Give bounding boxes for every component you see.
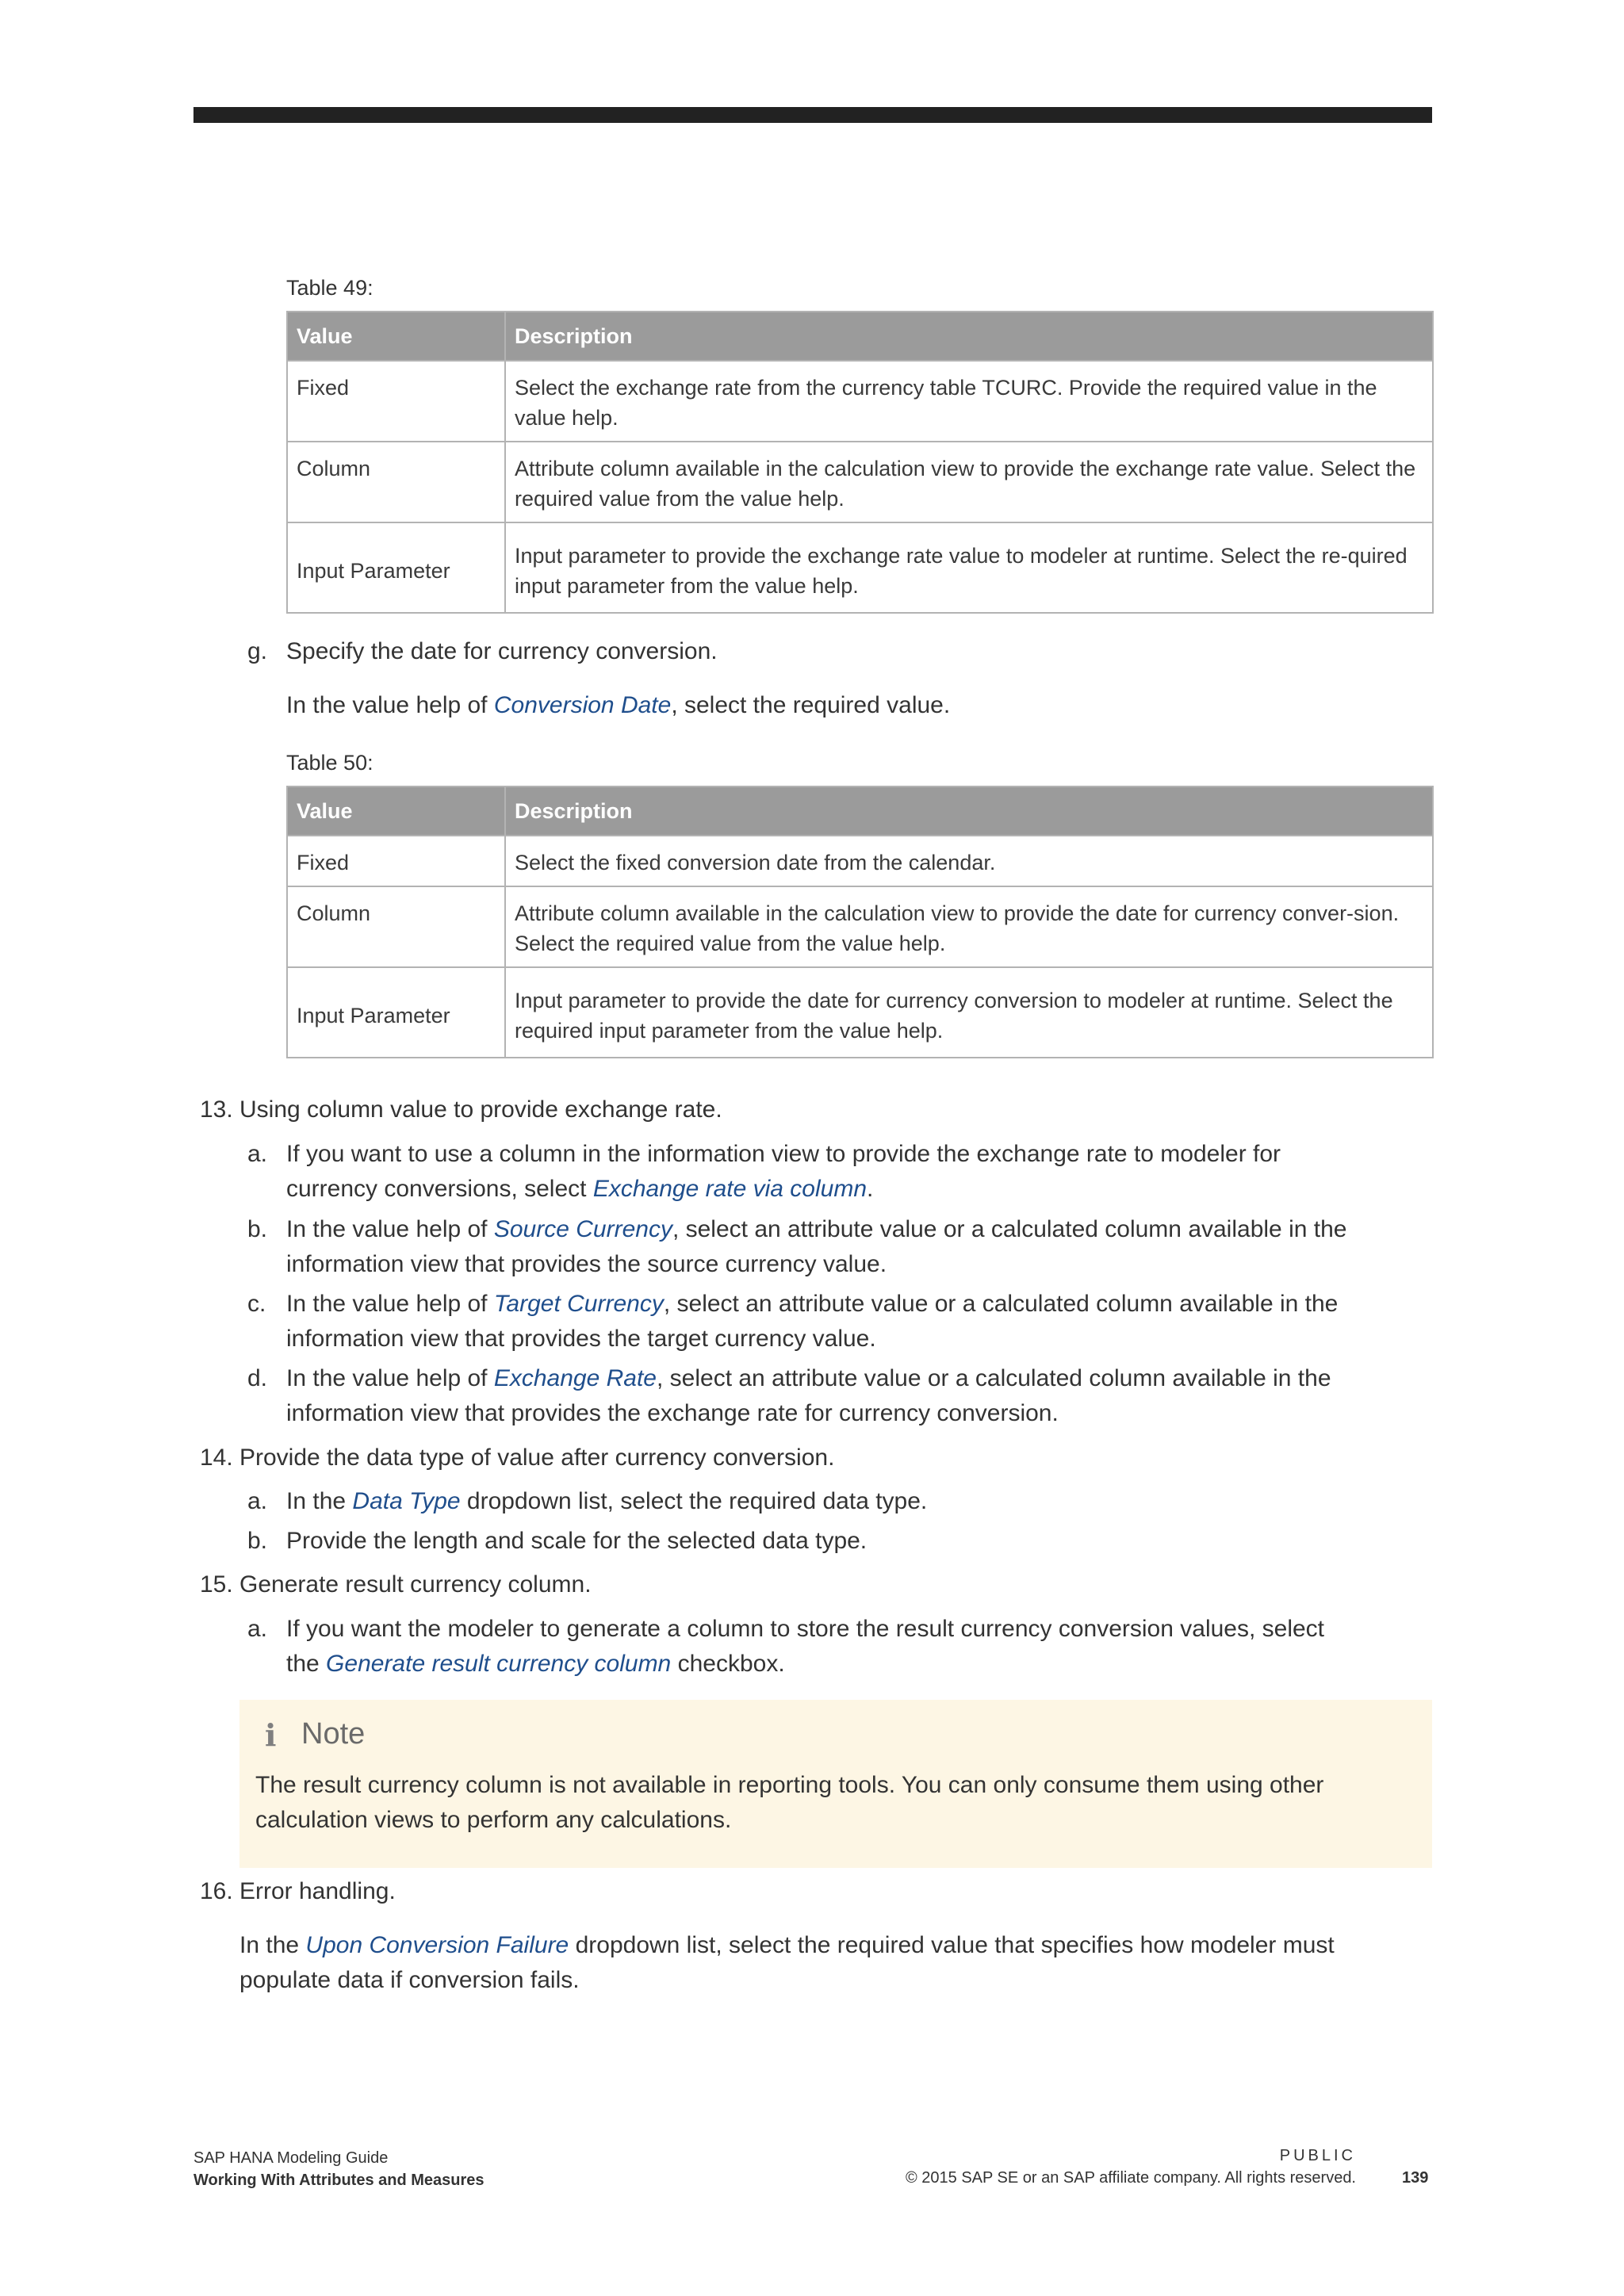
table-row bbox=[287, 361, 1433, 442]
footer-guide-title: SAP HANA Modeling Guide bbox=[193, 2149, 389, 2167]
exchange-rate-via-column-link[interactable]: Exchange rate via column bbox=[592, 1176, 868, 1202]
step-13d-line2: information view that provides the exchange rate for currency conversion. bbox=[286, 1400, 1059, 1426]
step-13a-line1: If you want to use a column in the information view to provide the exchange rate to modeler for bbox=[286, 1141, 1281, 1167]
cell-value: Input Parameter bbox=[287, 967, 505, 1058]
step-14b-text: Provide the length and scale for the selected data type. bbox=[286, 1528, 868, 1554]
step-13c-line1: In the value help of Target Currency, select an attribute value or a calculated column available in the bbox=[286, 1291, 1339, 1317]
cell-description: Select the exchange rate from the currency table TCURC. Provide the required value in the value help. bbox=[505, 361, 1433, 442]
table-header-row bbox=[287, 312, 1433, 361]
step-13a-line2: currency conversions, select Exchange rate via column. bbox=[286, 1176, 874, 1202]
table-row bbox=[287, 442, 1433, 522]
step-13-marker: 13. bbox=[200, 1096, 233, 1123]
data-type-link[interactable]: Data Type bbox=[352, 1488, 461, 1514]
step-14a-text: In the Data Type dropdown list, select the required data type. bbox=[286, 1488, 928, 1514]
step-14-text: Provide the data type of value after currency conversion. bbox=[239, 1445, 835, 1471]
footer-left bbox=[193, 2147, 485, 2191]
note-title: Note bbox=[301, 1717, 366, 1751]
column-header-value: Value bbox=[287, 312, 505, 361]
cell-value: Column bbox=[287, 886, 505, 967]
step-13c-line2: information view that provides the target currency value. bbox=[286, 1326, 876, 1352]
column-header-description: Description bbox=[505, 312, 1433, 361]
step-g-text: Specify the date for currency conversion. bbox=[286, 638, 718, 664]
step-16-line2: populate data if conversion fails. bbox=[239, 1967, 580, 1993]
step-16-text: Error handling. bbox=[239, 1878, 396, 1904]
upon-conversion-failure-link[interactable]: Upon Conversion Failure bbox=[305, 1932, 569, 1958]
table-row bbox=[287, 886, 1433, 967]
step-15-text: Generate result currency column. bbox=[239, 1571, 592, 1598]
step-16-line1: In the Upon Conversion Failure dropdown list, select the required value that specifies how modeler must bbox=[239, 1932, 1335, 1958]
footer-section-title: Working With Attributes and Measures bbox=[193, 2172, 485, 2189]
step-15a-line2: the Generate result currency column checkbox. bbox=[286, 1651, 785, 1677]
footer-classification: PUBLIC bbox=[1279, 2147, 1356, 2164]
step-g-instruction: In the value help of Conversion Date, select the required value. bbox=[286, 692, 951, 718]
table-50 bbox=[286, 786, 1434, 1058]
step-13b-line2: information view that provides the source currency value. bbox=[286, 1251, 887, 1277]
cell-value: Fixed bbox=[287, 361, 505, 442]
cell-value: Fixed bbox=[287, 836, 505, 886]
cell-description: Input parameter to provide the date for currency conversion to modeler at runtime. Select the required input parameter from the value help. bbox=[505, 967, 1433, 1058]
step-13c-marker: c. bbox=[247, 1291, 266, 1317]
step-14a-marker: a. bbox=[247, 1488, 268, 1514]
step-14-marker: 14. bbox=[200, 1445, 233, 1471]
step-13d-line1: In the value help of Exchange Rate, select an attribute value or a calculated column available in the bbox=[286, 1365, 1331, 1391]
info-icon: i bbox=[265, 1717, 277, 1753]
step-g-marker: g. bbox=[247, 638, 268, 664]
step-14b-marker: b. bbox=[247, 1528, 268, 1554]
table-header-row bbox=[287, 786, 1433, 836]
note-box bbox=[239, 1700, 1432, 1868]
cell-description: Input parameter to provide the exchange rate value to modeler at runtime. Select the re-quired input parameter from the value help. bbox=[505, 522, 1433, 613]
step-15a-marker: a. bbox=[247, 1616, 268, 1642]
step-13a-marker: a. bbox=[247, 1141, 268, 1167]
cell-description: Attribute column available in the calculation view to provide the exchange rate value. Select the required value from the value help. bbox=[505, 442, 1433, 522]
cell-description: Select the fixed conversion date from the calendar. bbox=[505, 836, 1433, 886]
generate-result-currency-column-link[interactable]: Generate result currency column bbox=[326, 1651, 672, 1677]
footer-copyright: © 2015 SAP SE or an SAP affiliate company. All rights reserved. bbox=[905, 2169, 1356, 2187]
table-49 bbox=[286, 311, 1434, 614]
header-rule bbox=[193, 107, 1432, 123]
step-16-marker: 16. bbox=[200, 1878, 233, 1904]
cell-description: Attribute column available in the calculation view to provide the date for currency conver-sion. Select the required value from the value help. bbox=[505, 886, 1433, 967]
table-49-caption: Table 49: bbox=[286, 276, 373, 300]
step-15-marker: 15. bbox=[200, 1571, 233, 1598]
step-13-text: Using column value to provide exchange rate. bbox=[239, 1096, 722, 1123]
source-currency-link[interactable]: Source Currency bbox=[493, 1216, 672, 1242]
step-13d-marker: d. bbox=[247, 1365, 268, 1391]
column-header-description: Description bbox=[505, 786, 1433, 836]
target-currency-link[interactable]: Target Currency bbox=[493, 1291, 664, 1317]
table-row bbox=[287, 522, 1433, 613]
step-13b-marker: b. bbox=[247, 1216, 268, 1242]
conversion-date-link[interactable]: Conversion Date bbox=[493, 692, 672, 718]
table-row bbox=[287, 836, 1433, 886]
cell-value: Input Parameter bbox=[287, 522, 505, 613]
page-number: 139 bbox=[1402, 2169, 1429, 2187]
step-13b-line1: In the value help of Source Currency, select an attribute value or a calculated column available in the bbox=[286, 1216, 1347, 1242]
table-row bbox=[287, 967, 1433, 1058]
table-50-caption: Table 50: bbox=[286, 751, 373, 775]
step-15a-line1: If you want the modeler to generate a column to store the result currency conversion values, select bbox=[286, 1616, 1325, 1642]
cell-value: Column bbox=[287, 442, 505, 522]
column-header-value: Value bbox=[287, 786, 505, 836]
note-body: The result currency column is not available in reporting tools. You can only consume them using other calculation views to perform any calculations. bbox=[255, 1772, 1324, 1833]
exchange-rate-link[interactable]: Exchange Rate bbox=[493, 1365, 657, 1391]
